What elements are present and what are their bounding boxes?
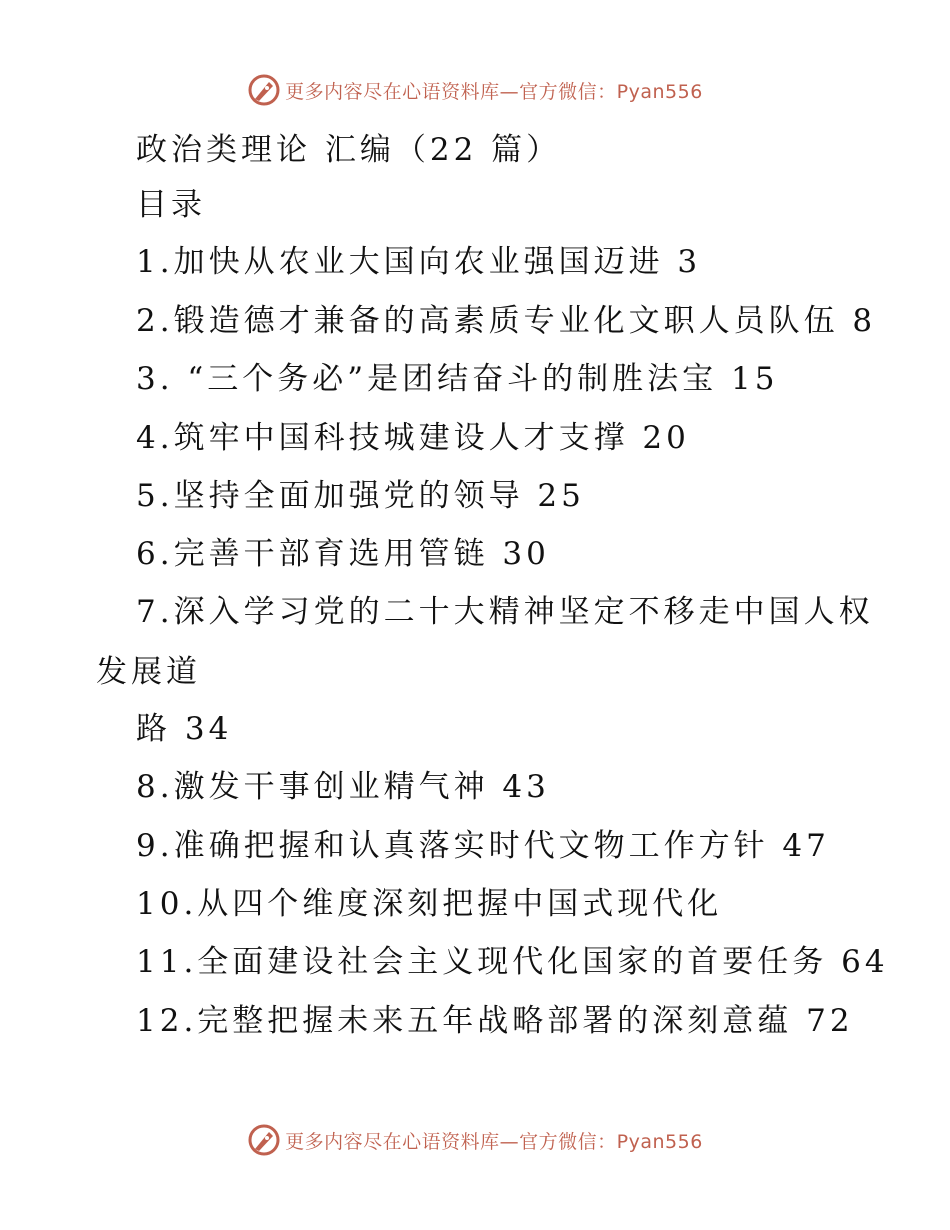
document-title: 政治类理论 汇编（22 篇） xyxy=(136,132,562,168)
toc-entry: 7.深入学习党的二十大精神坚定不移走中国人权 xyxy=(136,594,874,630)
toc-entry: 3. “三个务必”是团结奋斗的制胜法宝 15 xyxy=(136,361,779,397)
toc-entry-continuation: 路 34 xyxy=(136,711,233,747)
pen-nib-logo-icon xyxy=(247,73,281,107)
toc-entry: 12.完整把握未来五年战略部署的深刻意蕴 72 xyxy=(136,1003,854,1039)
toc-entry: 6.完善干部育选用管链 30 xyxy=(136,536,550,572)
toc-entry: 4.筑牢中国科技城建设人才支撑 20 xyxy=(136,420,690,456)
pen-nib-logo-icon xyxy=(247,1123,281,1157)
toc-entry: 8.激发干事创业精气神 43 xyxy=(136,769,550,805)
toc-entry: 2.锻造德才兼备的高素质专业化文职人员队伍 8 xyxy=(136,303,877,339)
toc-entry: 9.准确把握和认真落实时代文物工作方针 47 xyxy=(136,828,830,864)
watermark-banner-top xyxy=(0,70,950,110)
watermark-banner-bottom xyxy=(0,1120,950,1160)
watermark-text: 更多内容尽在心语资料库—官方微信：Pyan556 xyxy=(285,1130,703,1153)
toc-entry: 10.从四个维度深刻把握中国式现代化 xyxy=(136,886,723,922)
toc-entry-continuation: 发展道 xyxy=(96,654,201,690)
watermark-text: 更多内容尽在心语资料库—官方微信：Pyan556 xyxy=(285,80,703,103)
toc-heading: 目录 xyxy=(136,187,206,223)
toc-entry: 1.加快从农业大国向农业强国迈进 3 xyxy=(136,244,702,280)
toc-entry: 5.坚持全面加强党的领导 25 xyxy=(136,478,585,514)
toc-entry: 11.全面建设社会主义现代化国家的首要任务 64 xyxy=(136,944,889,980)
